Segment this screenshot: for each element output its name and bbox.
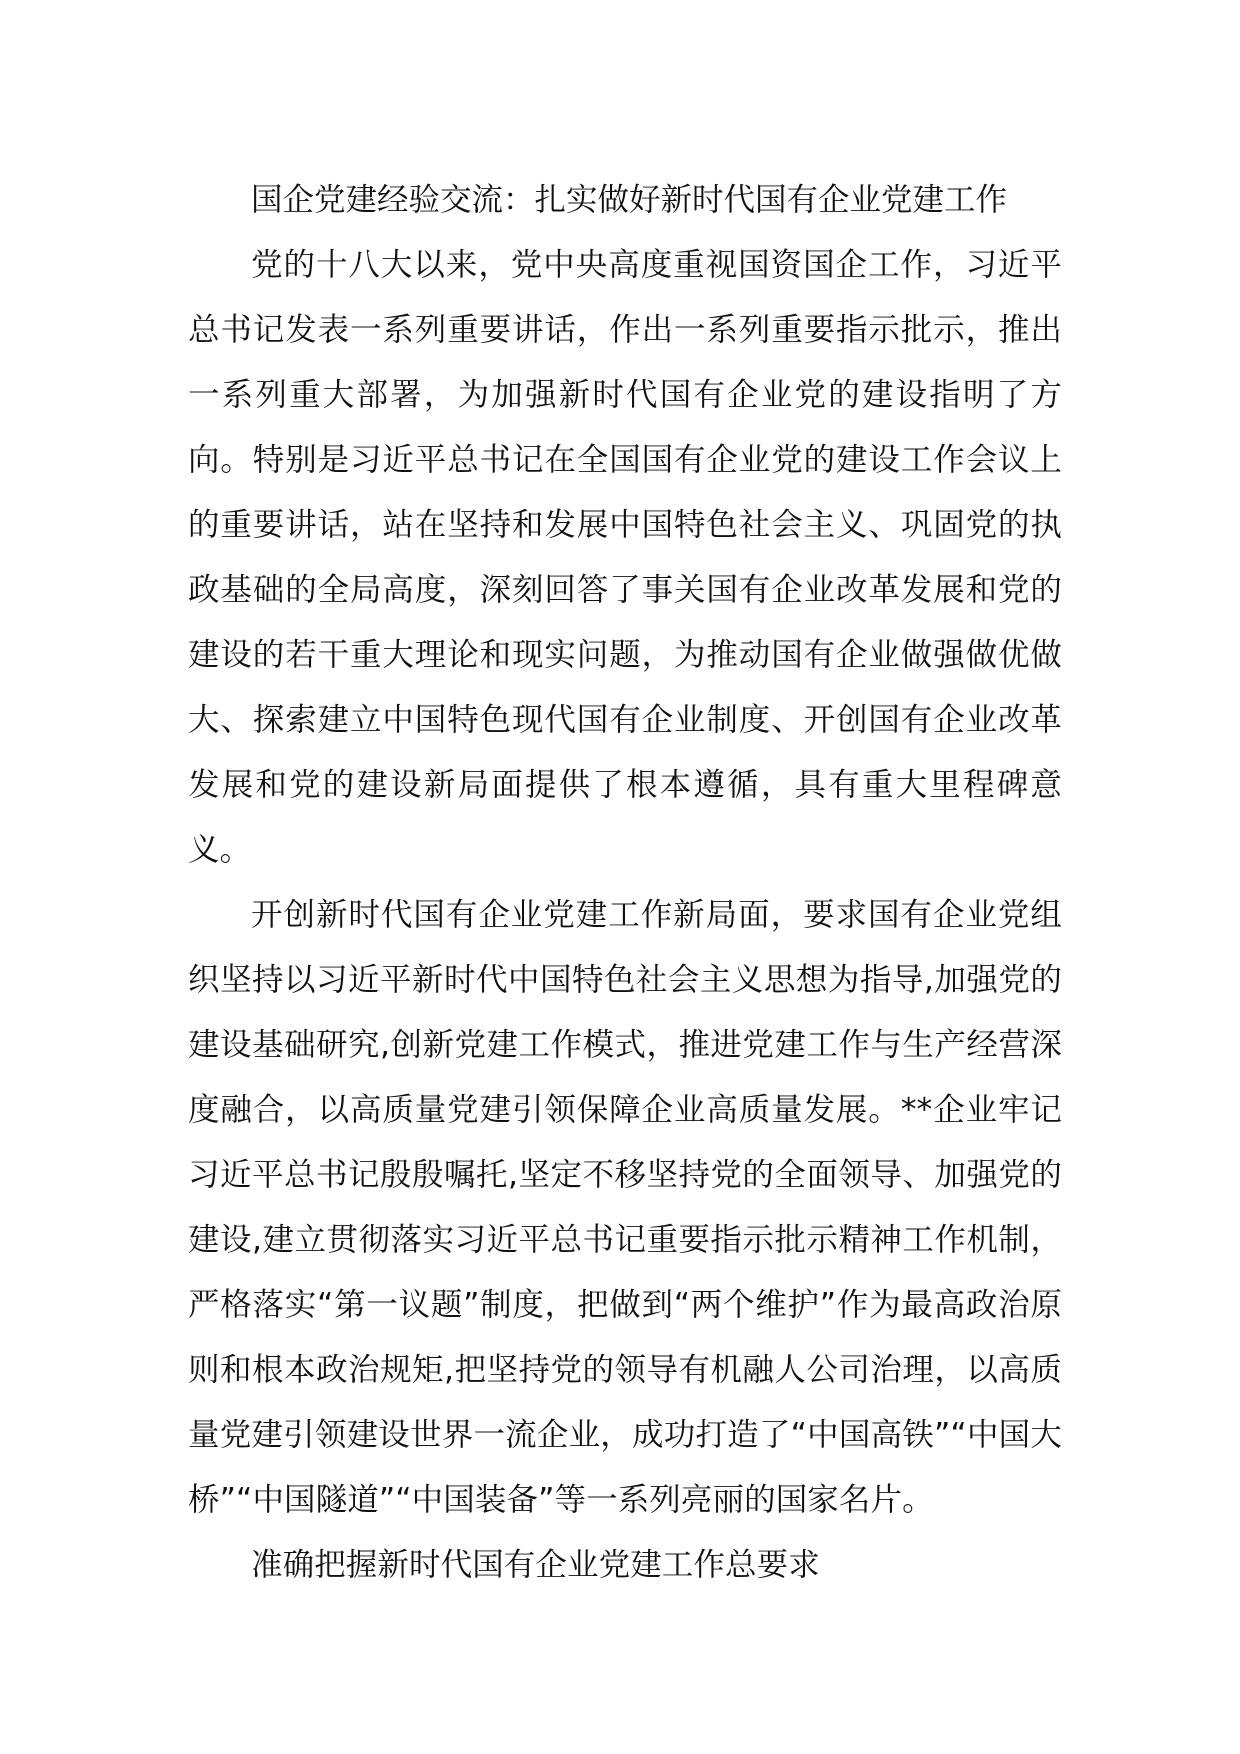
section-heading: 准确把握新时代国有企业党建工作总要求 xyxy=(251,1547,820,1583)
document-body xyxy=(188,168,1062,1598)
document-title: 国企党建经验交流：扎实做好新时代国有企业党建工作 xyxy=(251,182,1008,218)
paragraph-1: 党的十八大以来，党中央高度重视国资国企工作，习近平总书记发表一系列重要讲话，作出一系列重要指示批示，推出一系列重大部署，为加强新时代国有企业党的建设指明了方向。特别是习近平总书记在全国国有企业党的建设工作会议上的重要讲话，站在坚持和发展中国特色社会主义、巩固党的执政基础的全局高度，深刻回答了事关国有企业改革发展和党的建设的若干重大理论和现实问题，为推动国有企业做强做优做大、探索建立中国特色现代国有企业制度、开创国有企业改革发展和党的建设新局面提供了根本遵循，具有重大里程碑意义。 xyxy=(188,247,1062,868)
paragraph-2: 开创新时代国有企业党建工作新局面，要求国有企业党组织坚持以习近平新时代中国特色社会主义思想为指导,加强党的建设基础研究,创新党建工作模式，推进党建工作与生产经营深度融合，以高质量党建引领保障企业高质量发展。**企业牢记习近平总书记殷殷嘱托,坚定不移坚持党的全面领导、加强党的建设,建立贯彻落实习近平总书记重要指示批示精神工作机制，严格落实“第一议题”制度，把做到“两个维护”作为最高政治原则和根本政治规矩,把坚持党的领导有机融人公司治理，以高质量党建引领建设世界一流企业，成功打造了“中国高铁”“中国大桥”“中国隧道”“中国装备”等一系列亮丽的国家名片。 xyxy=(188,897,1062,1518)
